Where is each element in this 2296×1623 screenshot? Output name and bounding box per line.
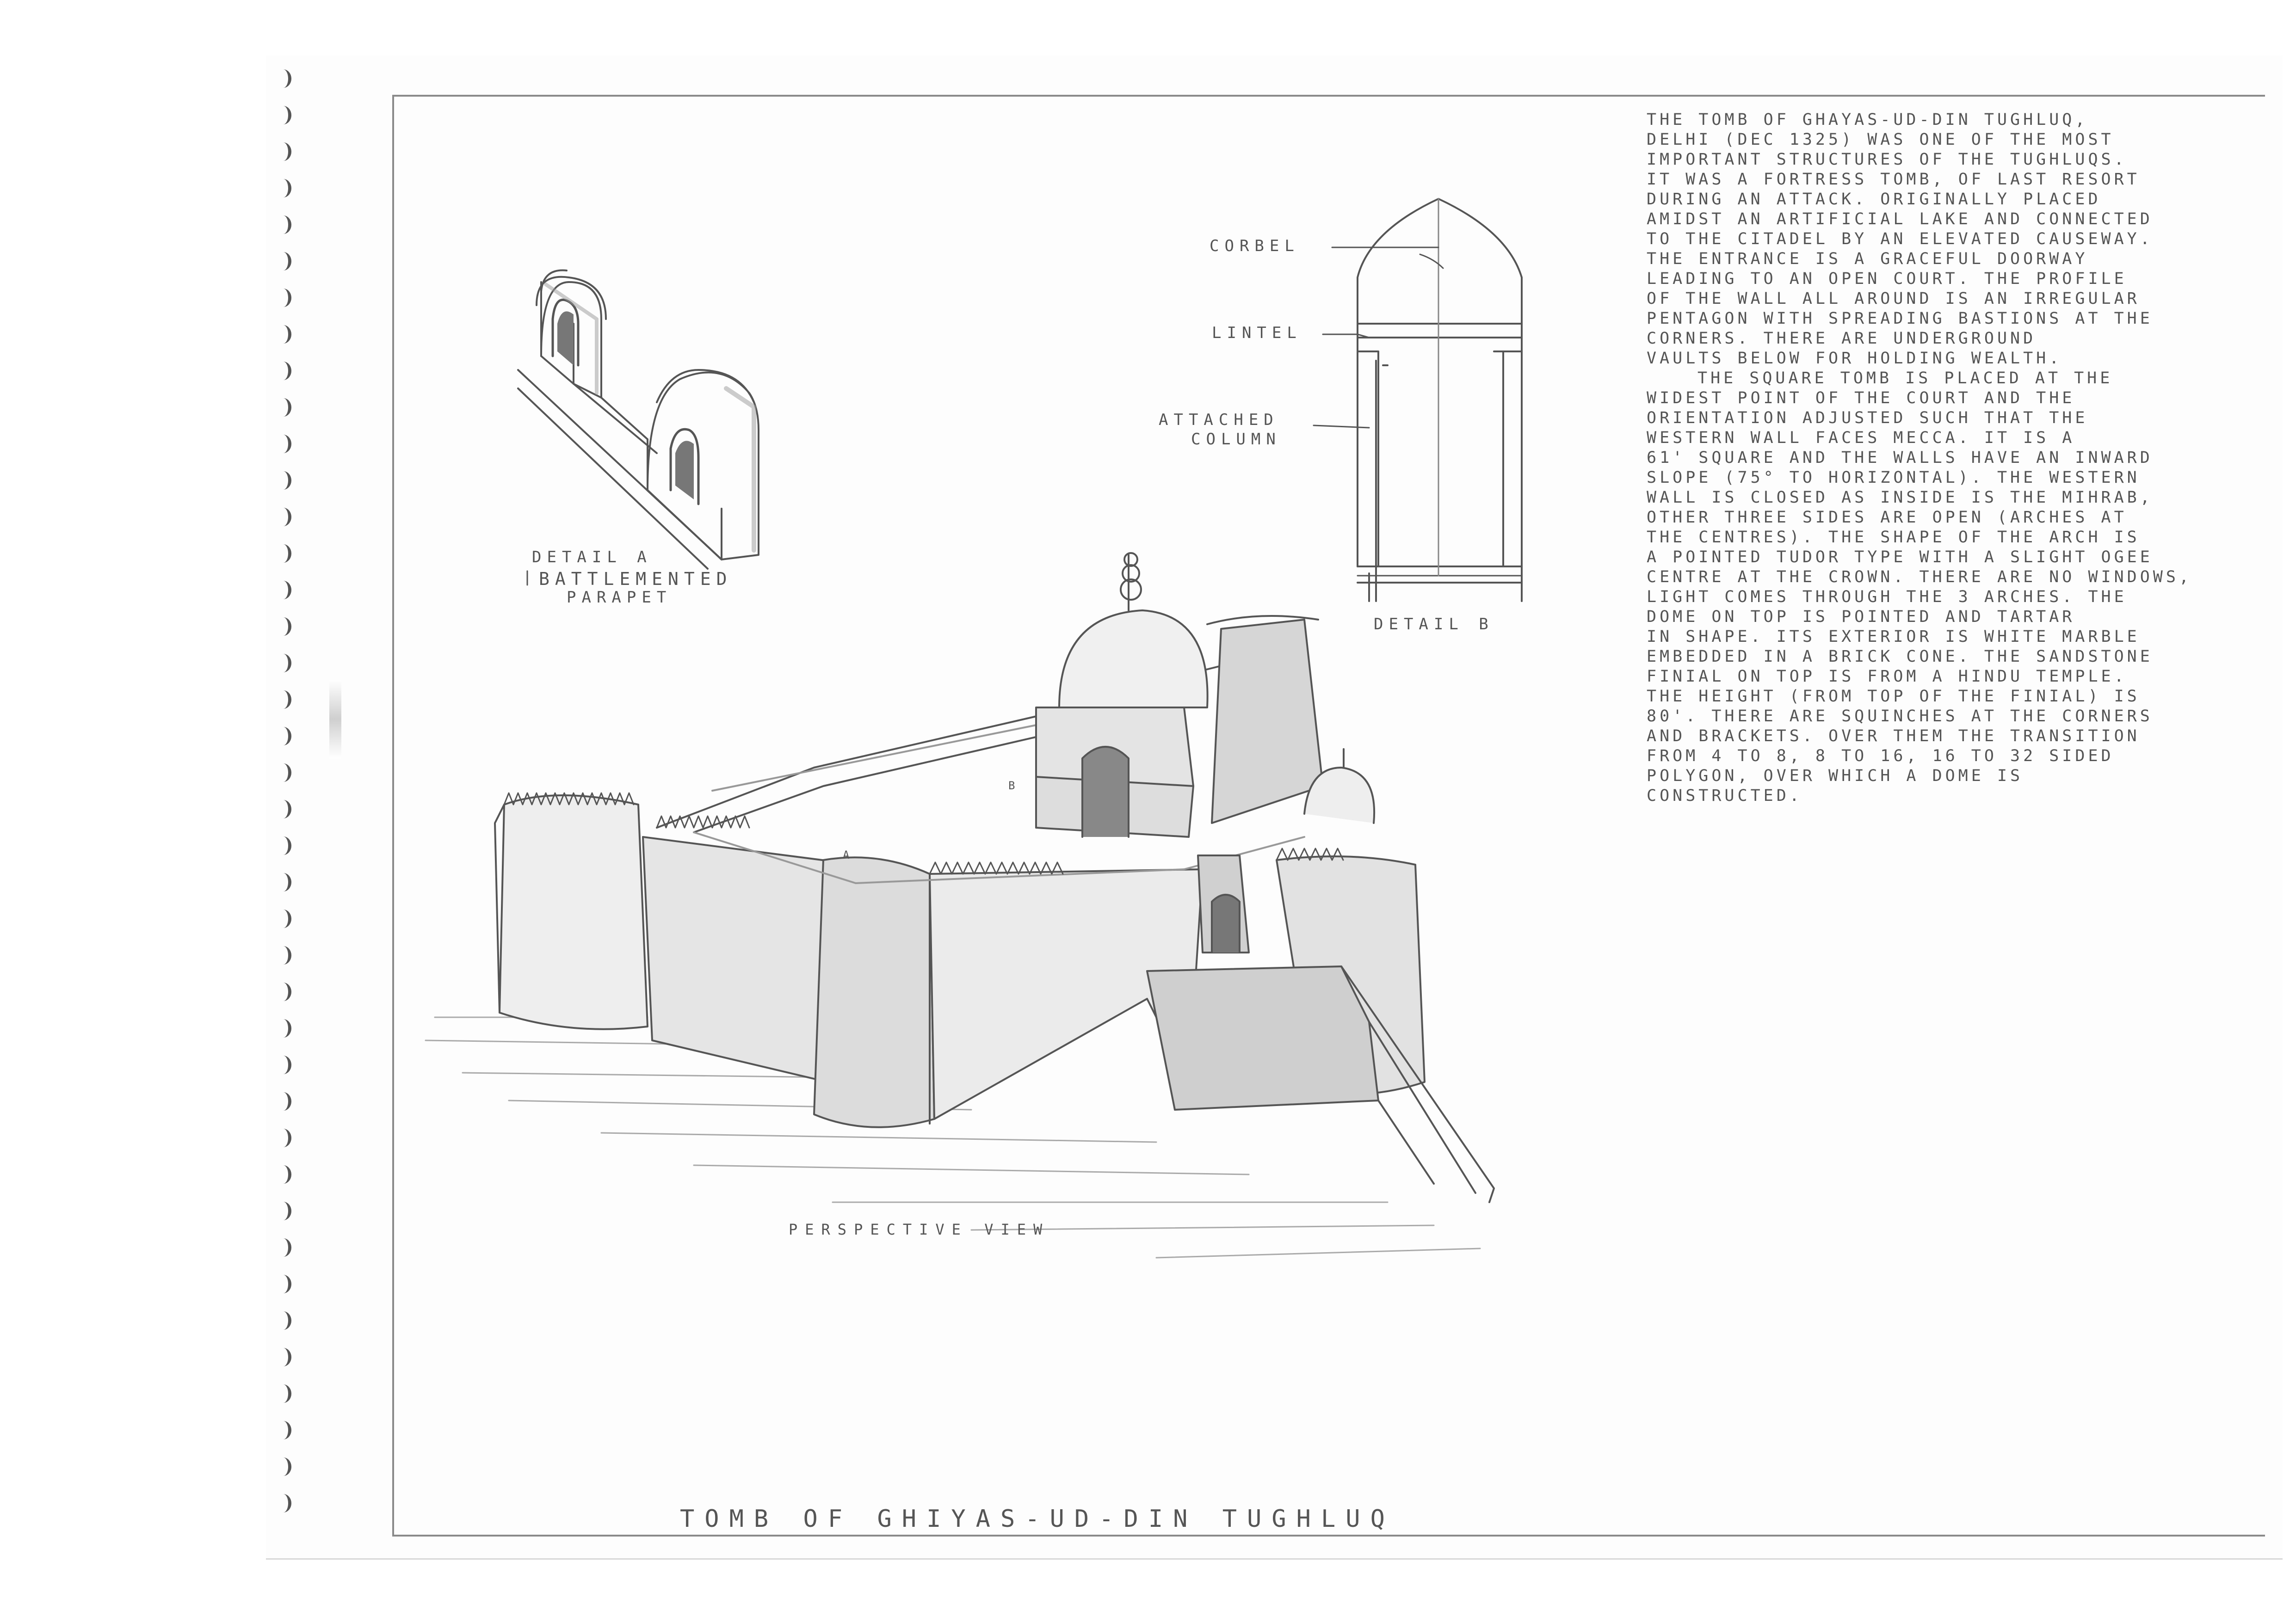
marker-a: A — [843, 848, 850, 861]
marker-b: B — [1008, 779, 1015, 792]
notes-line: PENTAGON WITH SPREADING BASTIONS AT THE — [1647, 309, 2153, 328]
detail-b-label: DETAIL B — [1374, 615, 1494, 633]
perspective-view-label: PERSPECTIVE VIEW — [789, 1221, 1050, 1238]
notes-line: EMBEDDED IN A BRICK CONE. THE SANDSTONE — [1647, 647, 2153, 666]
notes-line: THE CENTRES). THE SHAPE OF THE ARCH IS — [1647, 528, 2140, 547]
notes-line: LEADING TO AN OPEN COURT. THE PROFILE — [1647, 270, 2127, 288]
detail-a-label: DETAIL A — [532, 548, 652, 566]
drawing-title: TOMB OF GHIYAS-UD-DIN TUGHLUQ — [680, 1505, 1395, 1533]
notes-line: FINIAL ON TOP IS FROM A HINDU TEMPLE. — [1647, 667, 2127, 686]
notes-line: CENTRE AT THE CROWN. THERE ARE NO WINDOWS, — [1647, 568, 2192, 586]
notes-line: IN SHAPE. ITS EXTERIOR IS WHITE MARBLE — [1647, 627, 2140, 646]
notes-line: 61' SQUARE AND THE WALLS HAVE AN INWARD — [1647, 449, 2153, 467]
notes-line: AND BRACKETS. OVER THEM THE TRANSITION — [1647, 727, 2140, 745]
description-notes — [1647, 110, 2257, 806]
lintel-label: LINTEL — [1212, 324, 1302, 342]
notes-line: THE SQUARE TOMB IS PLACED AT THE — [1697, 369, 2113, 387]
notes-line: THE HEIGHT (FROM TOP OF THE FINIAL) IS — [1647, 687, 2140, 706]
notes-line: CORNERS. THERE ARE UNDERGROUND — [1647, 329, 2037, 348]
notes-line: FROM 4 TO 8, 8 TO 16, 16 TO 32 SIDED — [1647, 747, 2114, 765]
battlemented-label: BATTLEMENTED — [539, 569, 733, 589]
notes-line: LIGHT COMES THROUGH THE 3 ARCHES. THE — [1647, 588, 2127, 606]
notes-line: IT WAS A FORTRESS TOMB, OF LAST RESORT — [1647, 170, 2140, 189]
notes-line: CONSTRUCTED. — [1647, 787, 1802, 805]
notes-line: VAULTS BELOW FOR HOLDING WEALTH. — [1647, 349, 2062, 368]
notes-line: DURING AN ATTACK. ORIGINALLY PLACED — [1647, 190, 2101, 209]
notes-line: TO THE CITADEL BY AN ELEVATED CAUSEWAY. — [1647, 230, 2153, 248]
notes-line: SLOPE (75° TO HORIZONTAL). THE WESTERN — [1647, 468, 2140, 487]
notes-line: IMPORTANT STRUCTURES OF THE TUGHLUQS. — [1647, 150, 2127, 169]
notes-line: ORIENTATION ADJUSTED SUCH THAT THE — [1647, 409, 2088, 427]
notes-line: OTHER THREE SIDES ARE OPEN (ARCHES AT — [1647, 508, 2127, 527]
notes-line: POLYGON, OVER WHICH A DOME IS — [1647, 767, 2024, 785]
notes-line: 80'. THERE ARE SQUINCHES AT THE CORNERS — [1647, 707, 2153, 725]
notes-line: DELHI (DEC 1325) WAS ONE OF THE MOST — [1647, 130, 2114, 149]
notes-line: WIDEST POINT OF THE COURT AND THE — [1647, 389, 2075, 407]
notes-line: OF THE WALL ALL AROUND IS AN IRREGULAR — [1647, 289, 2140, 308]
notes-line: DOME ON TOP IS POINTED AND TARTAR — [1647, 608, 2075, 626]
detail-a-parapet-drawing — [518, 270, 759, 569]
notes-line: WESTERN WALL FACES MECCA. IT IS A — [1647, 429, 2075, 447]
parapet-label: PARAPET — [567, 588, 672, 607]
notes-line: THE TOMB OF GHAYAS-UD-DIN TUGHLUQ, — [1647, 111, 2088, 129]
notes-line: AMIDST AN ARTIFICIAL LAKE AND CONNECTED — [1647, 210, 2153, 228]
notes-line: WALL IS CLOSED AS INSIDE IS THE MIHRAB, — [1647, 488, 2153, 507]
attached-column-label-line-2: COLUMN — [1191, 430, 1281, 449]
notes-line: A POINTED TUDOR TYPE WITH A SLIGHT OGEE — [1647, 548, 2153, 566]
corbel-label: CORBEL — [1210, 237, 1300, 255]
attached-column-label-line-1: ATTACHED — [1159, 411, 1279, 429]
notes-line: THE ENTRANCE IS A GRACEFUL DOORWAY — [1647, 250, 2088, 268]
detail-b-arch-drawing — [1314, 199, 1522, 601]
perspective-fortress-drawing — [426, 553, 1494, 1258]
